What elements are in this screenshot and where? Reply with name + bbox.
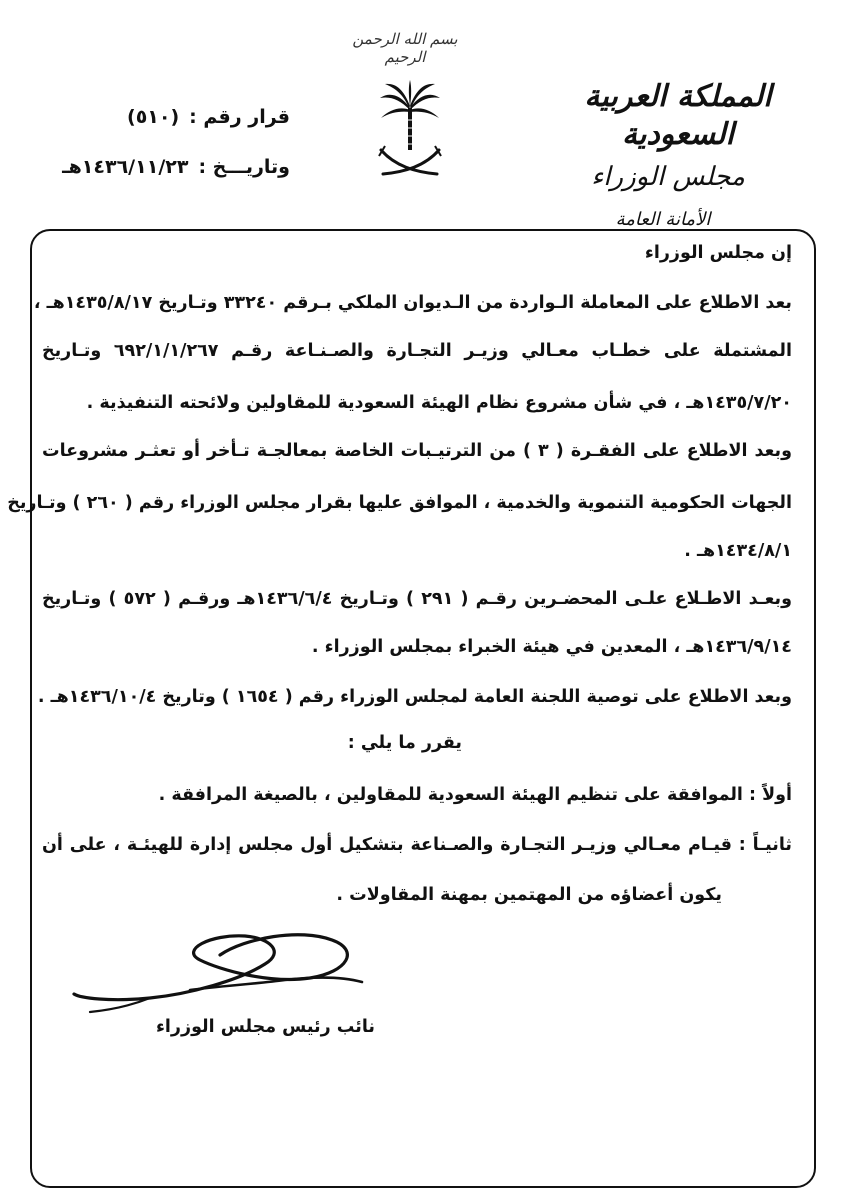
- decides-heading: يقرر ما يلي :: [347, 733, 462, 753]
- handwritten-signature: [70, 920, 370, 1030]
- decision-number-row: [30, 92, 290, 142]
- letterhead: [558, 78, 798, 240]
- decision-date-value: ١٤٣٦/١١/٢٣هـ: [62, 156, 189, 178]
- council-name: مجلس الوزراء: [591, 162, 745, 192]
- item2-line2: يكون أعضاؤه من المهتمين بمهنة المقاولات .: [336, 885, 722, 905]
- item2-line1: ثانيـاً : قيـام معـالي وزيـر التجـارة والصـناعة بتشكيل أول مجلس إدارة للهيئـة ، على أن: [42, 835, 792, 855]
- opening-line: إن مجلس الوزراء: [644, 243, 792, 263]
- para4-line: وبعد الاطلاع على توصية اللجنة العامة لمجلس الوزراء رقم ( ١٦٥٤ ) وتاريخ ١٤٣٦/١٠/٤هـ .: [37, 687, 792, 707]
- para1-line3: ١٤٣٥/٧/٢٠هـ ، في شأن مشروع نظام الهيئة السعودية للمقاولين ولائحته التنفيذية .: [86, 393, 792, 413]
- reference-block: [30, 92, 290, 192]
- para3-line2: ١٤٣٦/٩/١٤هـ ، المعدين في هيئة الخبراء بمجلس الوزراء .: [311, 637, 792, 657]
- para2-line3: ١٤٣٤/٨/١هـ .: [684, 541, 792, 561]
- para1-line1: بعد الاطلاع على المعاملة الـواردة من الـديوان الملكي بـرقم ٣٣٢٤٠ وتـاريخ ١٤٣٥/٨/١٧هـ ،: [33, 293, 792, 313]
- signer-title: نائب رئيس مجلس الوزراء: [155, 1017, 375, 1037]
- palm-swords-emblem-icon: [375, 80, 445, 180]
- decision-date-label: وتاريـــخ :: [198, 156, 290, 178]
- decision-number-value: (٥١٠): [127, 106, 180, 128]
- para2-line2: الجهات الحكومية التنموية والخدمية ، الموافق عليها بقرار مجلس الوزراء رقم ( ٢٦٠ ) وتـاريخ: [7, 493, 792, 513]
- kingdom-name: المملكة العربية السعودية: [584, 79, 772, 152]
- basmala-heading: بسم الله الرحمن الرحيم: [352, 30, 458, 66]
- para3-line1: وبعـد الاطـلاع علـى المحضـرين رقـم ( ٢٩١ ) وتـاريخ ١٤٣٦/٦/٤هـ ورقـم ( ٥٧٢ ) وتـاريخ: [42, 589, 792, 609]
- secretariat-name: الأمانة العامة: [615, 209, 711, 230]
- para1-line2: المشتملة على خطـاب معـالي وزيـر التجـارة والصـنـاعة رقـم ٦٩٢/١/١/٢٦٧ وتـاريخ: [42, 341, 792, 361]
- para2-line1: وبعد الاطلاع على الفقـرة ( ٣ ) من الترتيـبات الخاصة بمعالجـة تـأخر أو تعثـر مشروعات: [42, 441, 792, 461]
- document-frame: [7, 229, 816, 1188]
- decision-date-row: [30, 142, 290, 192]
- decision-number-label: قرار رقم :: [189, 106, 290, 128]
- item1-line: أولاً : الموافقة على تنظيم الهيئة السعودية للمقاولين ، بالصيغة المرافقة .: [158, 785, 792, 805]
